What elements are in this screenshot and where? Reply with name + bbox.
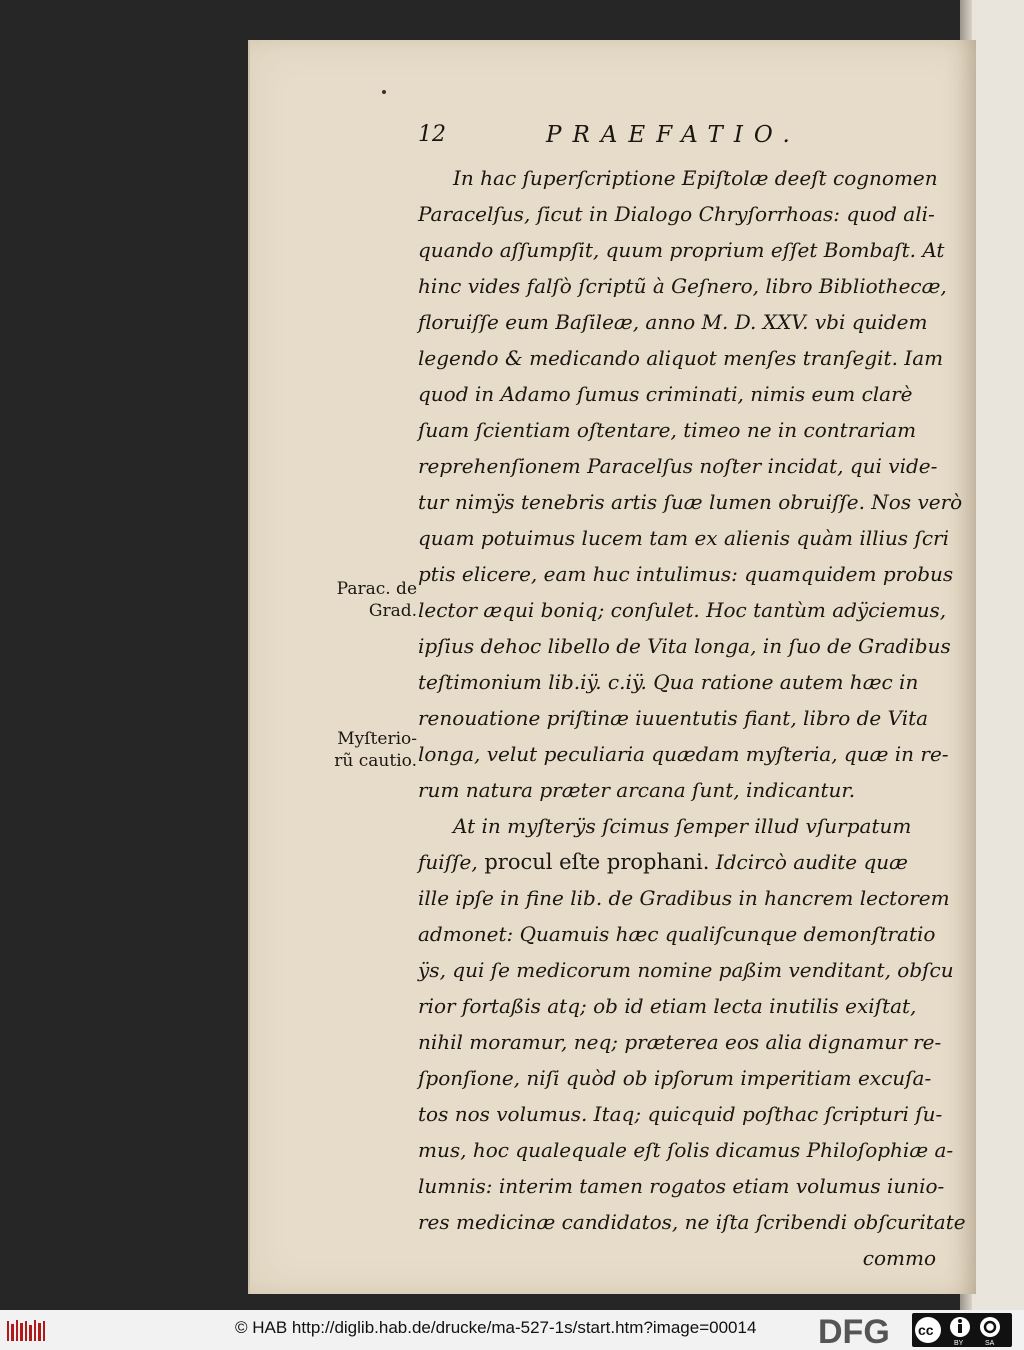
text-line: quod in Adamo ſumus criminati, nimis eum clarè bbox=[418, 382, 913, 406]
svg-text:BY: BY bbox=[954, 1340, 964, 1347]
ink-spot bbox=[382, 90, 386, 94]
page-header bbox=[418, 122, 978, 152]
hab-logo-icon bbox=[6, 1318, 46, 1344]
footer-bar bbox=[0, 1310, 1024, 1350]
text-line: tos nos volumus. Itaq; quicquid poſthac ſcripturi ſu- bbox=[418, 1102, 943, 1126]
text-line: ille ipſe in fine lib. de Gradibus in hancrem lectorem bbox=[418, 886, 950, 910]
text-line: In hac ſuperſcriptione Epiſtolæ deeſt cognomen bbox=[453, 166, 938, 190]
text-line: hinc vides falſò ſcriptũ à Geſnero, libro Bibliothecæ, bbox=[418, 274, 947, 298]
svg-text:SA: SA bbox=[985, 1340, 995, 1347]
text-line: At in myſterÿs ſcimus ſemper illud vſurpatum bbox=[453, 814, 912, 838]
text-line: rior fortaßis atq; ob id etiam lecta inutilis exiſtat, bbox=[418, 994, 917, 1018]
text-line: admonet: Quamuis hæc qualiſcunque demonſtratio bbox=[418, 922, 936, 946]
running-title: PRAEFATIO. bbox=[546, 122, 801, 148]
text-line: quando aſſumpſit, quum proprium eſſet Bombaſt. At bbox=[418, 238, 945, 262]
text-line: fuiſſe, procul eſte prophani. Idcircò audite quæ bbox=[418, 850, 908, 874]
text-line: teſtimonium lib.iÿ. c.iÿ. Qua ratione autem hæc in bbox=[418, 670, 919, 694]
text-line: mus, hoc qualequale eſt ſolis dicamus Philoſophiæ a- bbox=[418, 1138, 954, 1162]
text-line: ipſius dehoc libello de Vita longa, in ſuo de Gradibus bbox=[418, 634, 951, 658]
text-line: ſponſione, niſi quòd ob ipſorum imperitiam excuſa- bbox=[418, 1066, 932, 1090]
text-line: tur nimÿs tenebris artis ſuæ lumen obruiſſe. Nos verò bbox=[418, 490, 963, 514]
dfg-logo-icon bbox=[818, 1313, 906, 1347]
text-line: legendo & medicando aliquot menſes tranſegit. Iam bbox=[418, 346, 944, 370]
cc-license-icon[interactable] bbox=[912, 1313, 1012, 1347]
text-line: lector æqui boniq; conſulet. Hoc tantùm adÿciemus, bbox=[418, 598, 947, 622]
text-line: ptis elicere, eam huc intulimus: quamquidem probus bbox=[418, 562, 954, 586]
text-line: longa, velut peculiaria quædam myſteria, quæ in re- bbox=[418, 742, 949, 766]
text-line: res medicinæ candidatos, ne iſta ſcribendi obſcuritate bbox=[418, 1210, 966, 1234]
text-line: ÿs, qui ſe medicorum nomine paßim venditant, obſcu bbox=[418, 958, 954, 982]
text-line: ſuam ſcientiam oſtentare, timeo ne in contrariam bbox=[418, 418, 917, 442]
text-line: rum natura præter arcana ſunt, indicantur. bbox=[418, 778, 856, 802]
page-number: 12 bbox=[418, 122, 446, 147]
marginal-note-mysterio: Myſterio- rũ cautio. bbox=[334, 729, 417, 771]
text-line: floruiſſe eum Baſileæ, anno M. D. XXV. vbi quidem bbox=[418, 310, 928, 334]
text-line: reprehenſionem Paracelſus noſter incidat, qui vide- bbox=[418, 454, 938, 478]
book-page bbox=[248, 40, 976, 1294]
copyright-credit[interactable]: © HAB http://diglib.hab.de/drucke/ma-527-1s/start.htm?image=00014 bbox=[235, 1318, 757, 1337]
svg-text:cc: cc bbox=[918, 1322, 934, 1338]
svg-text:DFG: DFG bbox=[818, 1313, 890, 1347]
text-line: quam potuimus lucem tam ex alienis quàm illius ſcri bbox=[418, 526, 949, 550]
catchword: commo bbox=[862, 1246, 936, 1270]
body-text bbox=[418, 160, 966, 1276]
text-line: lumnis: interim tamen rogatos etiam volumus iunio- bbox=[418, 1174, 945, 1198]
marginal-note-parac: Parac. de Grad. bbox=[336, 579, 417, 621]
text-line: Paracelſus, ſicut in Dialogo Chryſorrhoas: quod ali- bbox=[418, 202, 935, 226]
text-line: renouatione priſtinæ iuuentutis fiant, libro de Vita bbox=[418, 706, 929, 730]
text-line: nihil moramur, neq; præterea eos alia dignamur re- bbox=[418, 1030, 942, 1054]
